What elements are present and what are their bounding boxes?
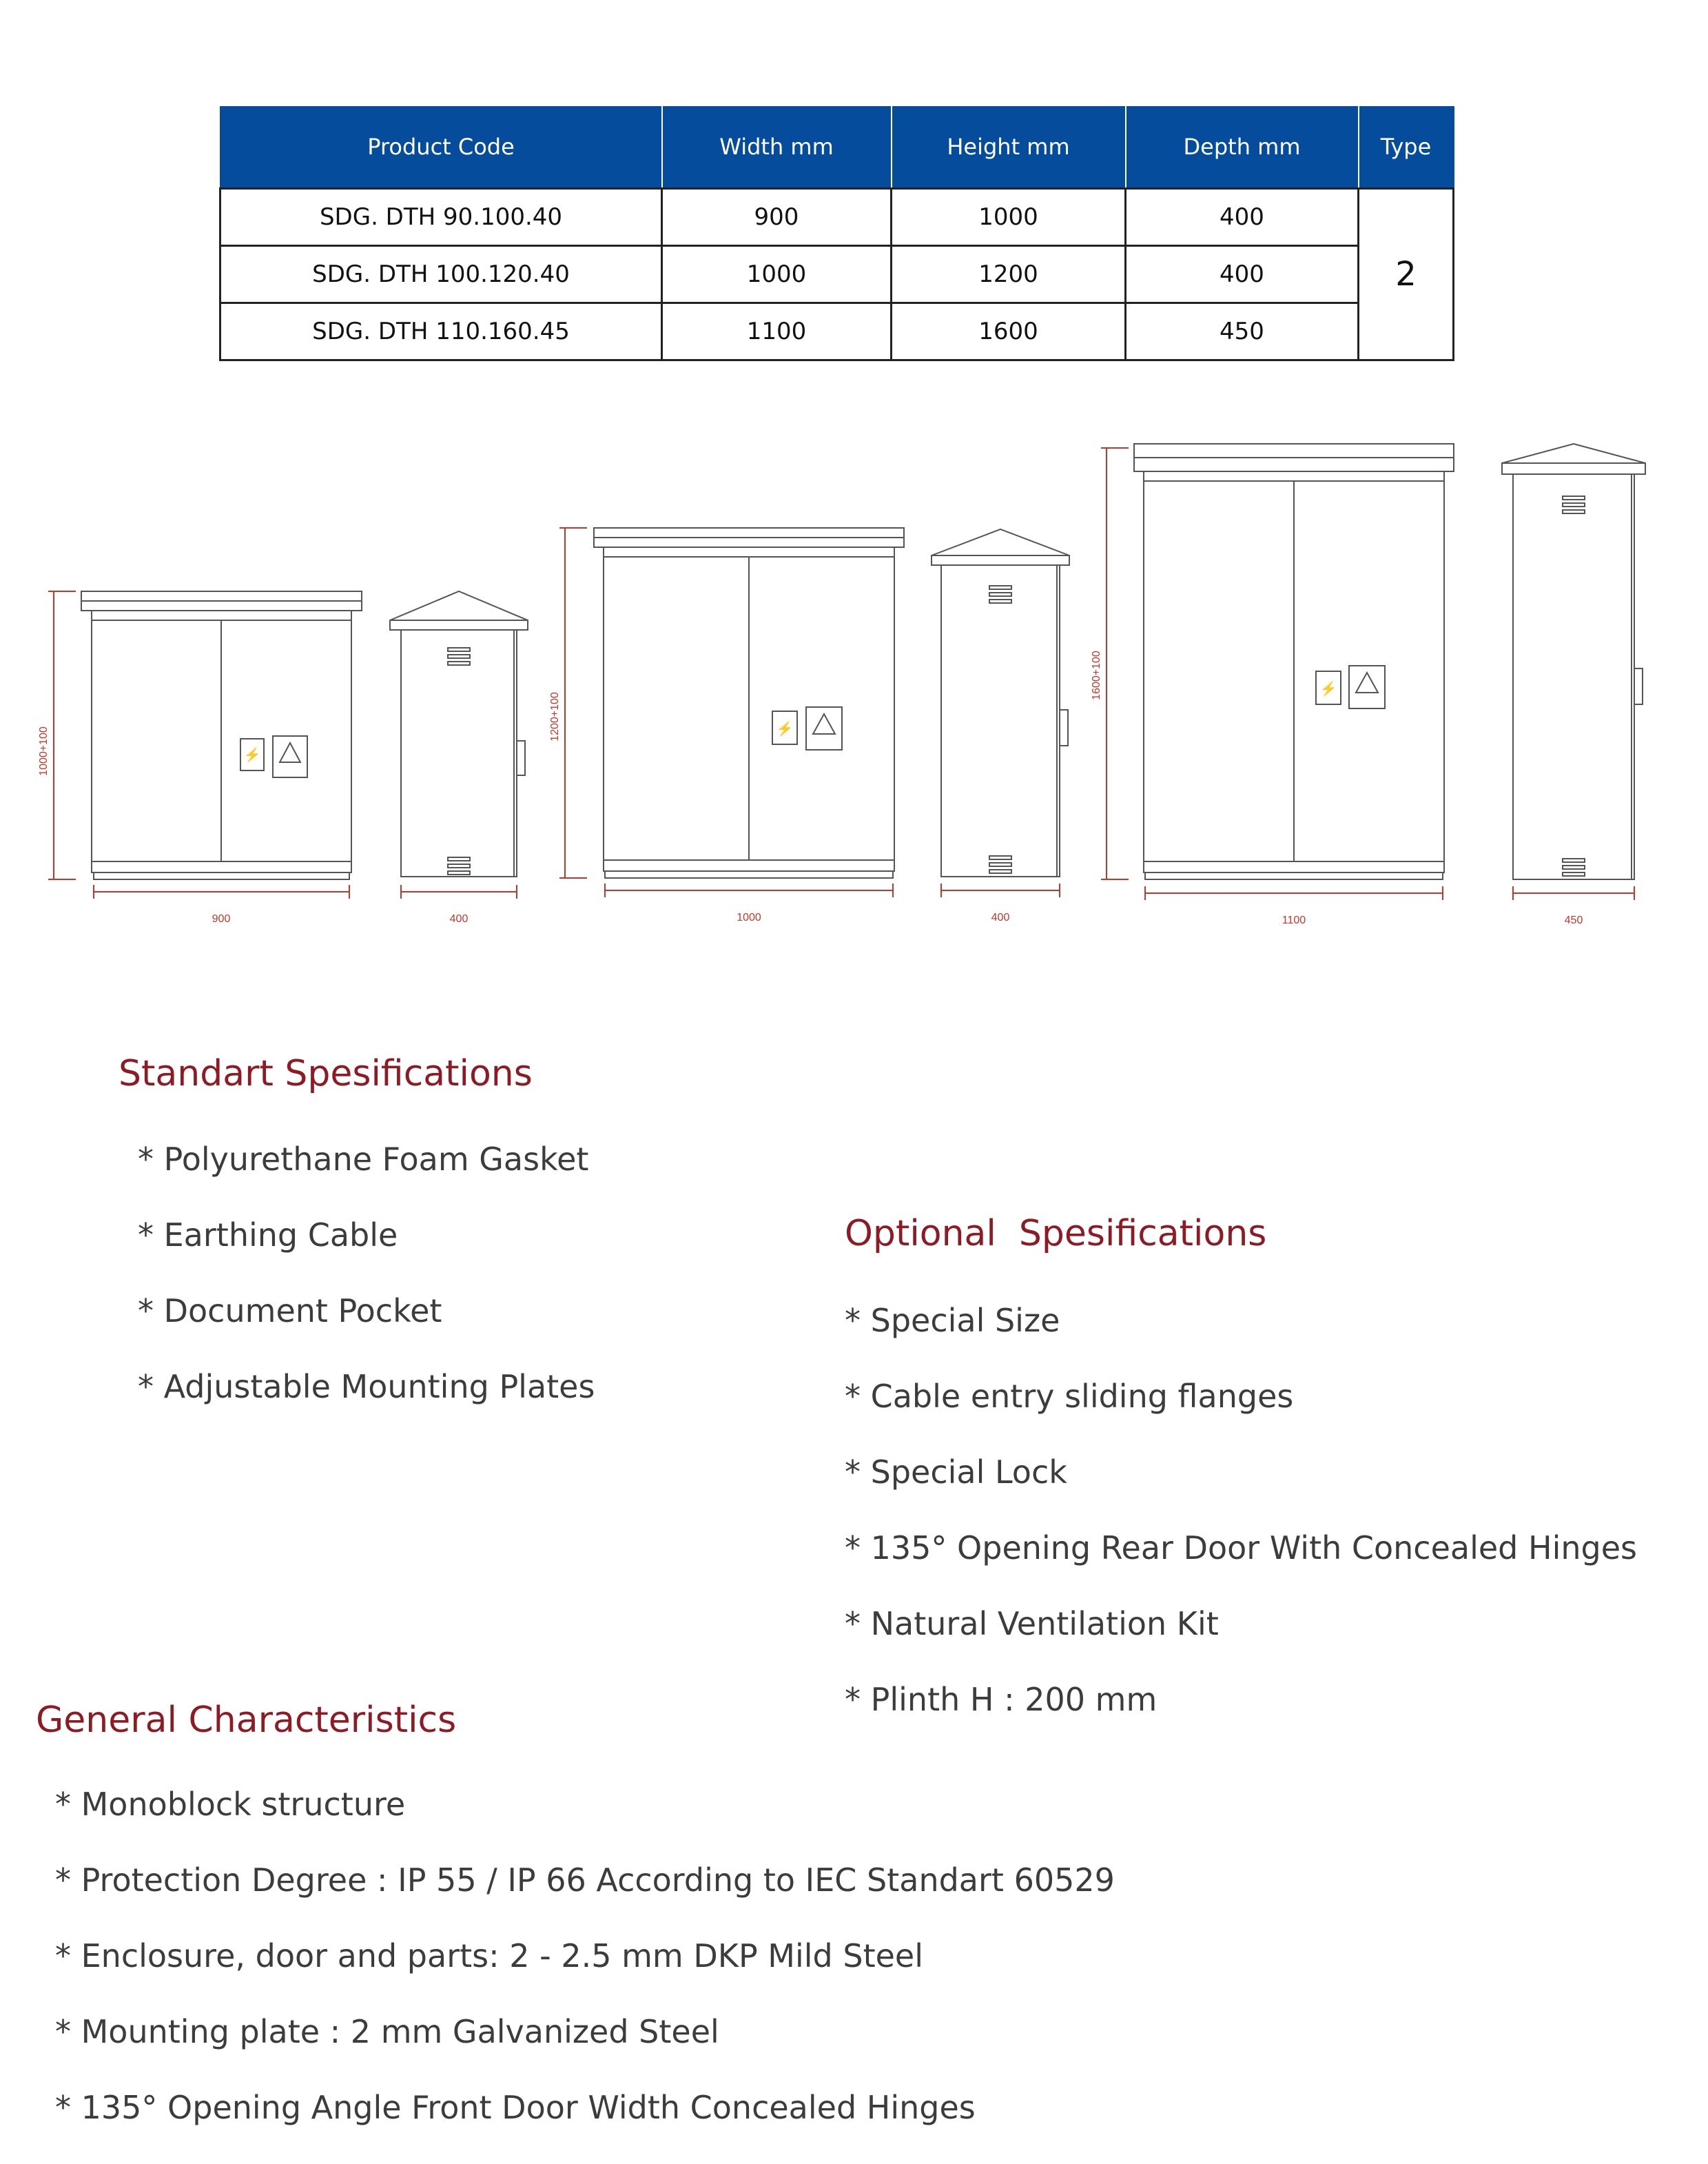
cell-height: 1200 xyxy=(892,246,1126,303)
svg-text:⚡: ⚡ xyxy=(1319,682,1337,697)
cabinet-3-height-label: 1600+100 xyxy=(1091,651,1102,700)
col-header-product-code: Product Code xyxy=(220,106,662,189)
standard-spec-list xyxy=(138,1140,595,1443)
svg-text:⚡: ⚡ xyxy=(776,722,794,737)
list-item: * Adjustable Mounting Plates xyxy=(138,1368,595,1405)
table-header-row xyxy=(220,106,1454,189)
cabinet-1-width-dimension xyxy=(94,885,349,899)
general-characteristics-title: General Characteristics xyxy=(36,1699,457,1741)
cabinet-2-depth-dimension xyxy=(941,884,1060,897)
cabinet-2-height-label: 1200+100 xyxy=(549,692,561,742)
cabinet-1-height-label: 1000+100 xyxy=(38,726,50,776)
cabinet-1-depth-dimension xyxy=(401,885,517,899)
cabinet-2-height-dimension xyxy=(559,528,587,878)
cell-depth: 450 xyxy=(1126,303,1359,360)
cell-type: 2 xyxy=(1359,189,1454,360)
col-header-type: Type xyxy=(1359,106,1454,189)
table-row xyxy=(220,189,1454,246)
list-item: * Cable entry sliding flanges xyxy=(845,1378,1294,1415)
cabinet-1-front xyxy=(81,591,362,879)
optional-spec-title: Optional Spesifications xyxy=(845,1213,1267,1254)
cabinet-3-width-dimension xyxy=(1145,886,1443,900)
list-item: * Polyurethane Foam Gasket xyxy=(138,1141,589,1178)
list-item: * Special Size xyxy=(845,1302,1060,1339)
cabinet-2-front xyxy=(594,528,904,878)
cabinet-3-side xyxy=(1502,444,1645,879)
cell-depth: 400 xyxy=(1126,189,1359,246)
general-characteristics-list xyxy=(55,1785,1115,2164)
enclosure-drawings xyxy=(0,427,1708,951)
col-header-width: Width mm xyxy=(662,106,892,189)
list-item: * Protection Degree : IP 55 / IP 66 According to IEC Standart 60529 xyxy=(55,1861,1115,1899)
list-item: * Natural Ventilation Kit xyxy=(845,1605,1219,1642)
cabinet-3-depth-dimension xyxy=(1513,886,1634,900)
list-item: * Enclosure, door and parts: 2 - 2.5 mm DKP Mild Steel xyxy=(55,1937,923,1974)
cabinet-2-depth-label: 400 xyxy=(991,912,1010,923)
cabinet-2-side xyxy=(932,529,1069,877)
table-row xyxy=(220,303,1454,360)
list-item: * Mounting plate : 2 mm Galvanized Steel xyxy=(55,2013,719,2050)
cell-width: 900 xyxy=(662,189,892,246)
cell-width: 1100 xyxy=(662,303,892,360)
list-item: * Earthing Cable xyxy=(138,1216,398,1254)
product-table xyxy=(219,106,1454,361)
cabinet-1-height-dimension xyxy=(48,591,76,879)
cabinet-2-width-dimension xyxy=(605,884,893,897)
cabinet-3-width-label: 1100 xyxy=(1282,915,1306,926)
list-item: * Plinth H : 200 mm xyxy=(845,1681,1157,1718)
cabinet-3-depth-label: 450 xyxy=(1564,915,1583,926)
cabinet-1-depth-label: 400 xyxy=(449,913,469,925)
list-item: * 135° Opening Rear Door With Concealed Hinges xyxy=(845,1529,1637,1566)
cell-height: 1600 xyxy=(892,303,1126,360)
cell-width: 1000 xyxy=(662,246,892,303)
col-header-height: Height mm xyxy=(892,106,1126,189)
standard-spec-title: Standart Spesifications xyxy=(119,1053,533,1094)
optional-spec-list xyxy=(845,1301,1637,1756)
list-item: * 135° Opening Angle Front Door Width Concealed Hinges xyxy=(55,2089,976,2126)
cell-height: 1000 xyxy=(892,189,1126,246)
cabinet-2-width-label: 1000 xyxy=(737,912,761,923)
table-row xyxy=(220,246,1454,303)
col-header-depth: Depth mm xyxy=(1126,106,1359,189)
cabinet-1-side xyxy=(390,591,528,877)
cabinet-3-height-dimension xyxy=(1101,448,1129,879)
svg-text:⚡: ⚡ xyxy=(243,748,261,763)
cabinet-3-front xyxy=(1134,444,1454,879)
cell-depth: 400 xyxy=(1126,246,1359,303)
cell-code: SDG. DTH 100.120.40 xyxy=(220,246,662,303)
cell-code: SDG. DTH 110.160.45 xyxy=(220,303,662,360)
cabinet-1-width-label: 900 xyxy=(212,913,231,925)
cell-code: SDG. DTH 90.100.40 xyxy=(220,189,662,246)
list-item: * Monoblock structure xyxy=(55,1786,406,1823)
list-item: * Special Lock xyxy=(845,1453,1067,1491)
list-item: * Document Pocket xyxy=(138,1292,442,1329)
